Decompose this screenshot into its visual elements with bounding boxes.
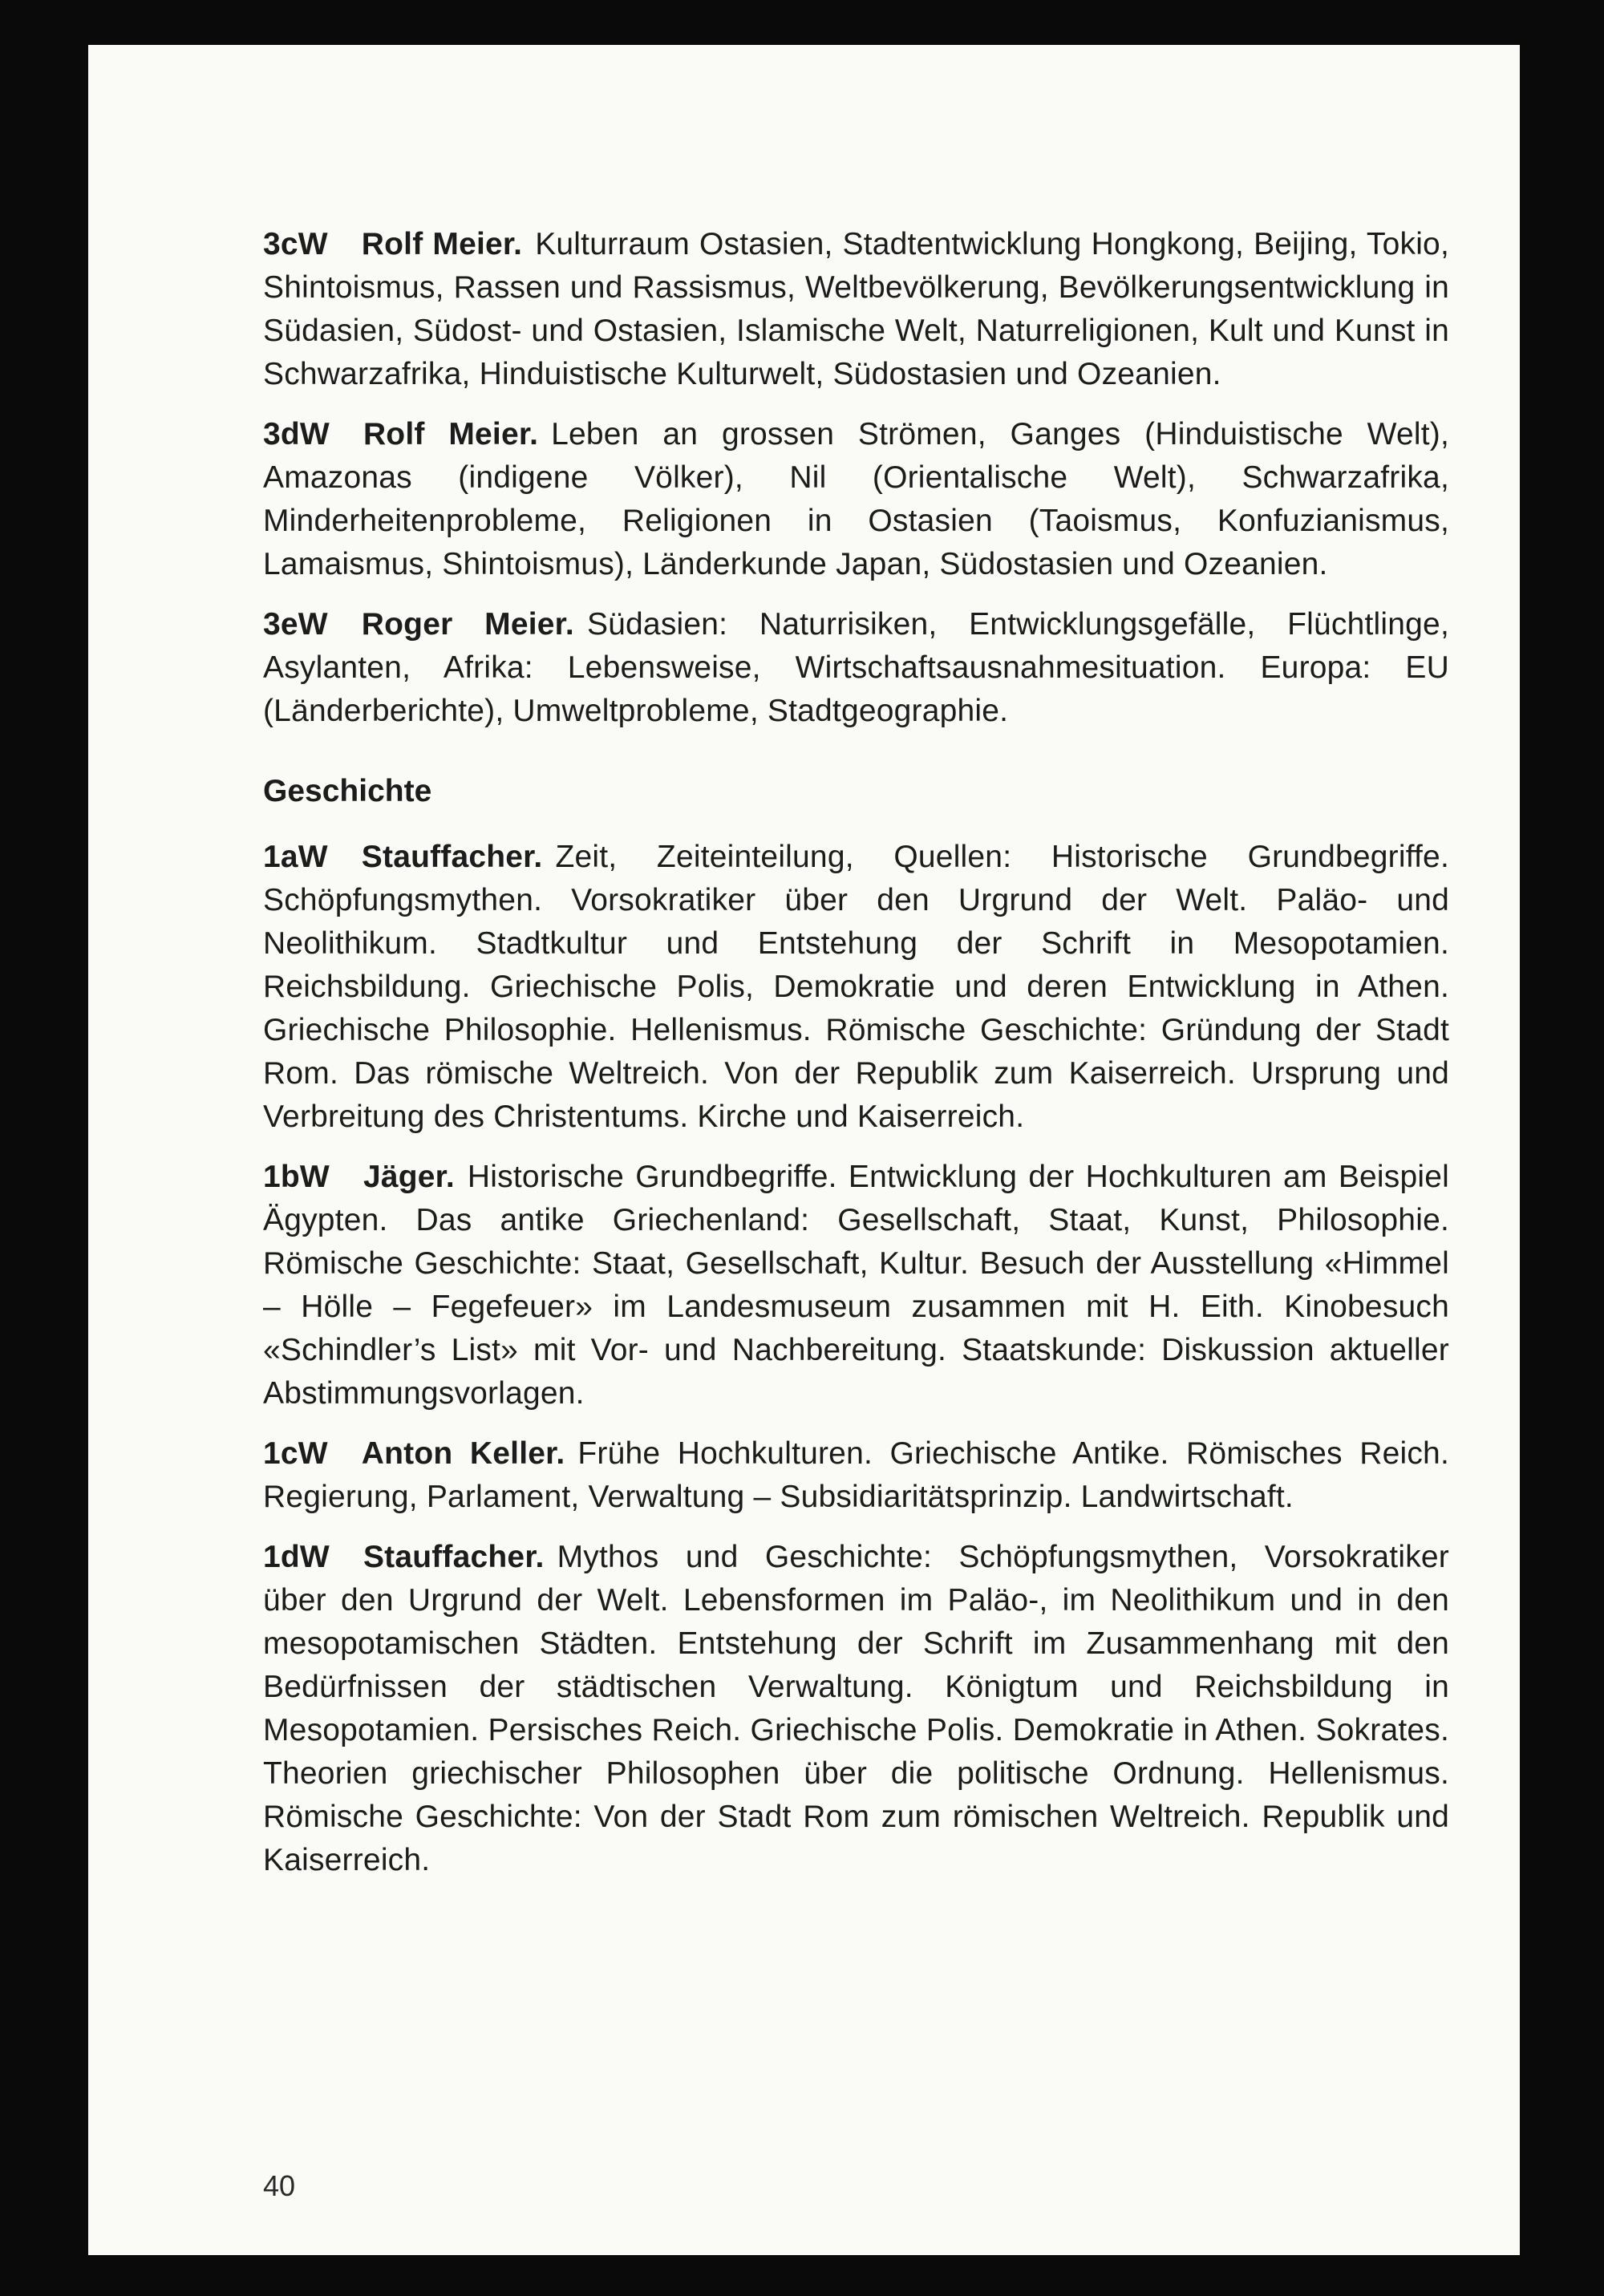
course-entry (263, 223, 1449, 396)
course-description: Zeit, Zeiteinteilung, Quellen: Historische Grundbegriffe. Schöpfungsmythen. Vorsokratiker über den Urgrund der Welt. Paläo- und Neolithikum. Stadtkultur und Entstehung der Schrift in Mesopotamien. Reichsbildung. Griechische Polis, Demokratie und deren Entwicklung in Athen. Griechische Philosophie. Hellenismus. Römische Geschichte: Gründung der Stadt Rom. Das römische Weltreich. Von der Republik zum Kaiserreich. Ursprung und Verbreitung des Christentums. Kirche und Kaiserreich. (263, 840, 1449, 1134)
course-entry (263, 1156, 1449, 1415)
document-page (88, 45, 1520, 2255)
teacher-name: Stauffacher. (363, 1540, 545, 1574)
course-entry (263, 836, 1449, 1139)
course-description: Mythos und Geschichte: Schöpfungsmythen, Vorsokratiker über den Urgrund der Welt. Lebensformen im Paläo-, im Neolithikum und in den mesopotamischen Städten. Entstehung der Schrift im Zusammenhang mit den Bedürfnissen der städtischen Verwaltung. Königtum und Reichsbildung in Mesopotamien. Persisches Reich. Griechische Polis. Demokratie in Athen. Sokrates. Theorien griechischer Philosophen über die politische Ordnung. Hellenismus. Römische Geschichte: Von der Stadt Rom zum römischen Weltreich. Republik und Kaiserreich. (263, 1540, 1449, 1877)
course-entry (263, 1536, 1449, 1882)
course-code: 1dW (263, 1540, 330, 1574)
teacher-name: Anton Keller. (361, 1436, 565, 1471)
course-code: 1bW (263, 1160, 330, 1194)
teacher-name: Rolf Meier. (361, 227, 523, 261)
course-description: Kulturraum Ostasien, Stadtentwicklung Hongkong, Beijing, Tokio, Shintoismus, Rassen und Rassismus, Weltbevölkerung, Bevölkerungsentwicklung in Südasien, Südost- und Ostasien, Islamische Welt, Naturreligionen, Kult und Kunst in Schwarzafrika, Hinduistische Kulturwelt, Südostasien und Ozeanien. (263, 227, 1449, 391)
teacher-name: Jäger. (363, 1160, 455, 1194)
course-description: Frühe Hochkulturen. Griechische Antike. Römisches Reich. Regierung, Parlament, Verwaltung – Subsidiaritätsprinzip. Landwirtschaft. (263, 1436, 1449, 1514)
page-number: 40 (263, 2169, 296, 2202)
teacher-name: Roger Meier. (361, 607, 574, 642)
course-entry (263, 413, 1449, 586)
course-code: 3cW (263, 227, 328, 261)
course-description: Südasien: Naturrisiken, Entwicklungsgefälle, Flüchtlinge, Asylanten, Afrika: Lebensweise, Wirtschaftsausnahmesituation. Europa: EU (Länderberichte), Umweltprobleme, Stadtgeographie. (263, 607, 1449, 728)
course-code: 3eW (263, 607, 328, 642)
course-code: 3dW (263, 417, 330, 452)
teacher-name: Stauffacher. (361, 840, 543, 874)
course-description: Historische Grundbegriffe. Entwicklung der Hochkulturen am Beispiel Ägypten. Das antike Griechenland: Gesellschaft, Staat, Kunst, Philosophie. Römische Geschichte: Staat, Gesellschaft, Kultur. Besuch der Ausstellung «Himmel – Hölle – Fegefeuer» im Landesmuseum zusammen mit H. Eith. Kinobesuch «Schindler’s List» mit Vor- und Nachbereitung. Staatskunde: Diskussion aktueller Abstimmungsvorlagen. (263, 1160, 1449, 1411)
course-code: 1aW (263, 840, 328, 874)
teacher-name: Rolf Meier. (363, 417, 539, 452)
course-code: 1cW (263, 1436, 328, 1471)
course-entry (263, 1432, 1449, 1519)
course-entry (263, 603, 1449, 733)
course-description: Leben an grossen Strömen, Ganges (Hinduistische Welt), Amazonas (indigene Völker), Nil (Orientalische Welt), Schwarzafrika, Minderheitenprobleme, Religionen in Ostasien (Taoismus, Konfuzianismus, Lamaismus, Shintoismus), Länderkunde Japan, Südostasien und Ozeanien. (263, 417, 1449, 581)
section-heading: Geschichte (263, 774, 432, 808)
